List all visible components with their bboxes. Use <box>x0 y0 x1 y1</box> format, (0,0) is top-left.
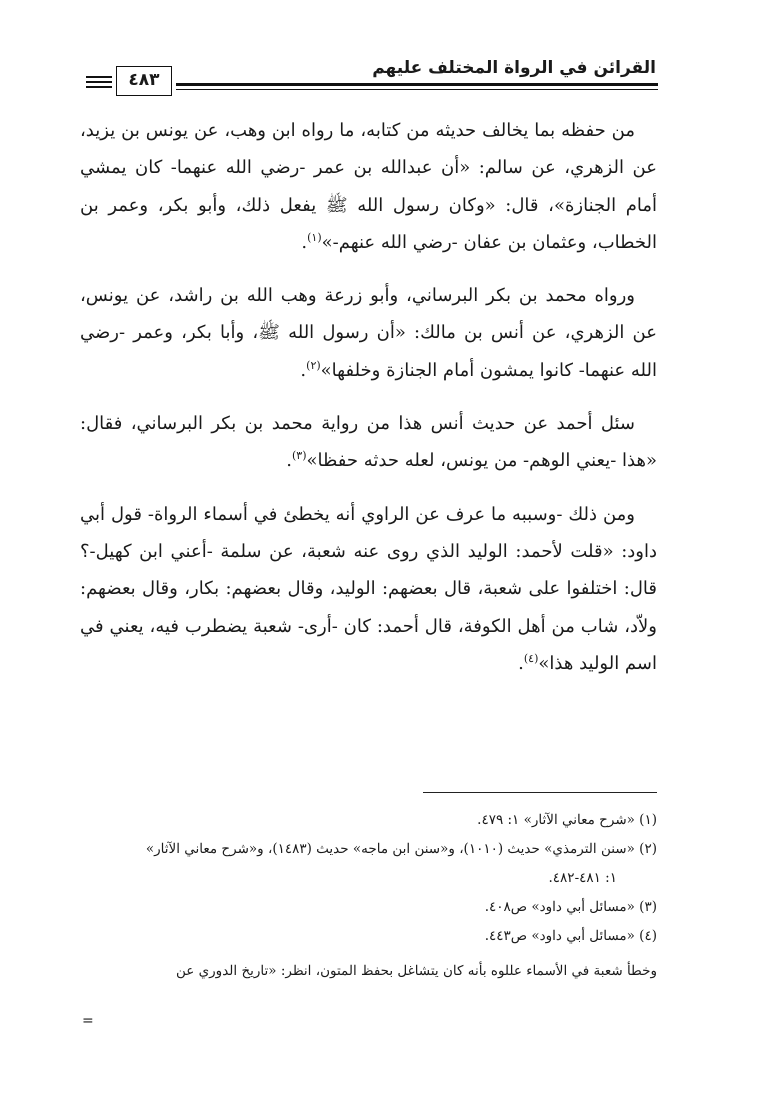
decorative-bars <box>86 76 112 88</box>
paragraph-tail: . <box>286 450 292 472</box>
footnote-separator <box>423 792 657 793</box>
main-text <box>80 112 657 698</box>
paragraph <box>80 496 657 682</box>
footnote-continuation: ١: ٤٨١-٤٨٢. <box>548 870 617 886</box>
footnote-ref[interactable]: (٢) <box>306 358 321 372</box>
paragraph-text: ورواه محمد بن بكر البرساني، وأبو زرعة وهب الله بن راشد، عن يونس، عن الزهري، عن أنس بن مالك: «أن رسول الله ﷺ، وأبا بكر، وعمر -رضي الله عنهما- كانوا يمشون أمام الجنازة وخلفها» <box>80 285 657 381</box>
footnote-extra: وخطأ شعبة في الأسماء عللوه بأنه كان يتشاغل بحفظ المتون، انظر: «تاريخ الدوري عن <box>175 963 657 979</box>
running-title: القرائن في الرواة المختلف عليهم <box>372 58 656 78</box>
paragraph-text: ومن ذلك -وسببه ما عرف عن الراوي أنه يخطئ في أسماء الرواة- قول أبي داود: «قلت لأحمد: الوليد الذي روى عنه شعبة، عن سلمة -أعني ابن كهيل-؟ قال: اختلفوا على شعبة، قال بعضهم: الوليد، وقال بعضهم: بكار، وقال بعضهم: ولاّد، شاب من أهل الكوفة، قال أحمد: كان -أرى- شعبة يضطرب فيه، يعني في اسم الوليد هذا» <box>80 503 657 674</box>
footnote: (١) «شرح معاني الآثار» ١: ٤٧٩. <box>477 812 657 828</box>
paragraph <box>80 405 657 480</box>
paragraph <box>80 112 657 261</box>
header-rule-thin <box>176 89 658 90</box>
footnote: (٣) «مسائل أبي داود» ص٤٠٨. <box>484 899 657 915</box>
paragraph-tail: . <box>300 359 307 381</box>
paragraph-tail: . <box>301 231 308 253</box>
paragraph-text: من حفظه بما يخالف حديثه من كتابه، ما رواه ابن وهب، عن يونس بن يزيد، عن الزهري، عن سالم: «أن عبدالله بن عمر -رضي الله عنهما- كان يمشي أمام الجنازة»، قال: «وكان رسول الله ﷺ يفعل ذلك، وأبو بكر، وعمر بن الخطاب، وعثمان بن عفان -رضي الله عنهم-» <box>80 120 657 253</box>
paragraph-text: سئل أحمد عن حديث أنس هذا من رواية محمد بن بكر البرساني، فقال: «هذا -يعني الوهم- من يونس، لعله حدثه حفظا» <box>80 413 657 472</box>
paragraph-tail: . <box>518 652 524 674</box>
continuation-mark: = <box>82 1013 94 1029</box>
paragraph <box>80 277 657 389</box>
page-header <box>86 54 658 100</box>
footnote: (٢) «سنن الترمذي» حديث (١٠١٠)، و«سنن ابن ماجه» حديث (١٤٨٣)، و«شرح معاني الآثار» <box>145 841 657 857</box>
footnotes <box>80 806 657 986</box>
header-rule-thick <box>176 83 658 86</box>
footnote-ref[interactable]: (٤) <box>523 651 539 665</box>
footnote-ref[interactable]: (١) <box>307 230 322 244</box>
footnote-ref[interactable]: (٣) <box>292 449 307 463</box>
page-number: ٤٨٣ <box>116 66 172 96</box>
footnote: (٤) «مسائل أبي داود» ص٤٤٣. <box>484 928 657 944</box>
